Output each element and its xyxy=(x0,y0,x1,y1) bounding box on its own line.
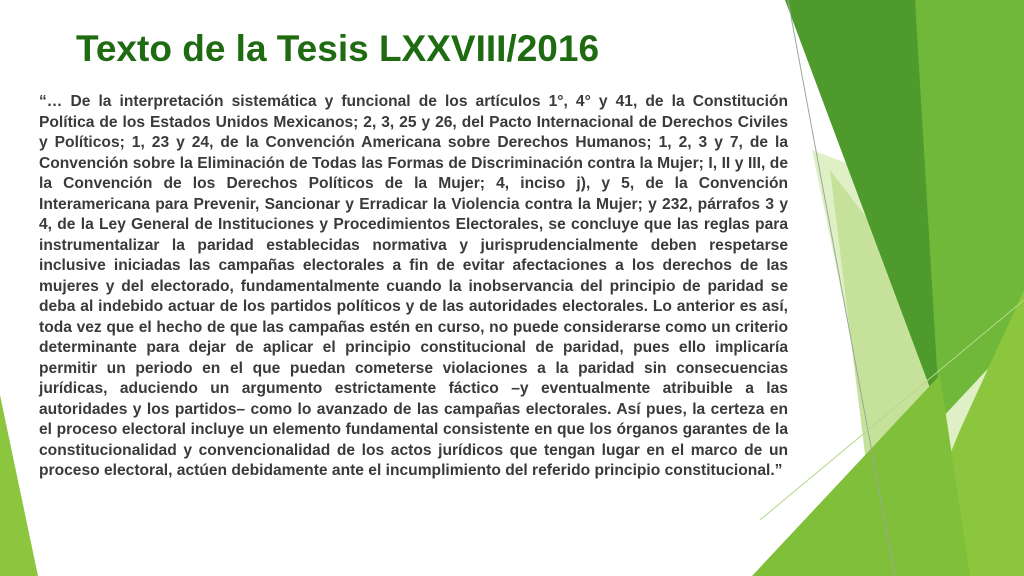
left-green-sliver xyxy=(0,395,38,576)
thesis-quote: “… De la interpretación sistemática y funcional de los artículos 1°, 4° y 41, de la Constitución Política de los Estados Unidos Mexicanos; 2, 3, 25 y 26, del Pacto Internacional de Derechos Civiles y Políticos; 1, 23 y 24, de la Convención Americana sobre Derechos Humanos; 1, 2, 3 y 7, de la Convención sobre la Eliminación de Todas las Formas de Discriminación contra la Mujer; I, II y III, de la Convención de los Derechos Políticos de la Mujer; 4, inciso j), y 5, de la Convención Interamericana para Prevenir, Sancionar y Erradicar la Violencia contra la Mujer; y 232, párrafos 3 y 4, de la Ley General de Instituciones y Procedimientos Electorales, se concluye que las reglas para instrumentalizar la paridad establecidas normativa y jurisprudencialmente deben respetarse inclusive iniciadas las campañas electorales a fin de evitar afectaciones a los derechos de las mujeres y del electorado, fundamentalmente cuando la inobservancia del principio de paridad se deba al indebido actuar de los partidos políticos y de las autoridades electorales. Lo anterior es así, toda vez que el hecho de que las campañas estén en curso, no puede considerarse como un criterio determinante para dejar de aplicar el principio constitucional de paridad, pues ello implicaría permitir un periodo en el que puedan cometerse violaciones a la paridad sin consecuencias jurídicas, aduciendo un argumento estrictamente fáctico –y eventualmente atribuible a las autoridades y los partidos– como lo avanzado de las campañas electorales. Así pues, la certeza en el proceso electoral incluye un elemento fundamental consistente en que los órganos garantes de la constitucionalidad y convencionalidad de los actos jurídicos que tengan lugar en el marco de un proceso electoral, actúen debidamente ante el incumplimiento del referido principio constitucional.” xyxy=(39,93,788,479)
slide-title: Texto de la Tesis LXXVIII/2016 xyxy=(76,28,600,69)
